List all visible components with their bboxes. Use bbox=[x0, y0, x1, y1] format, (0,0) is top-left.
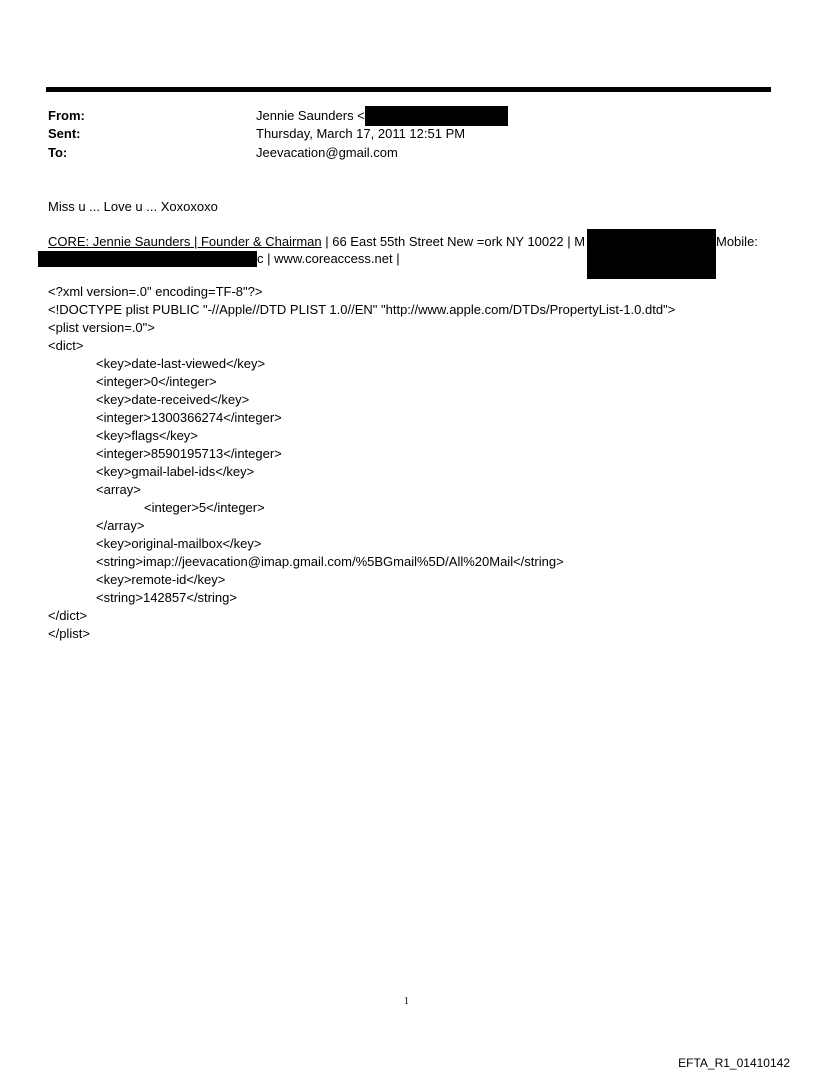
plist-line: </dict> bbox=[48, 608, 88, 623]
signature-company-link[interactable]: CORE: Jennie Saunders | Founder & Chairman bbox=[48, 234, 322, 249]
plist-line: <plist version=.0"> bbox=[48, 320, 155, 335]
plist-line: <key>remote-id</key> bbox=[96, 572, 226, 587]
plist-line: <key>date-last-viewed</key> bbox=[96, 356, 266, 371]
plist-line: <integer>0</integer> bbox=[96, 374, 217, 389]
signature-line-2: c | www.coreaccess.net | bbox=[257, 251, 400, 266]
plist-line: <key>flags</key> bbox=[96, 428, 198, 443]
signature-address: | 66 East 55th Street New =ork NY 10022 | M bbox=[321, 234, 586, 249]
plist-line: </plist> bbox=[48, 626, 90, 641]
page-number: 1 bbox=[404, 996, 409, 1007]
plist-line: <?xml version=.0" encoding=TF-8"?> bbox=[48, 284, 263, 299]
header-rule bbox=[46, 87, 771, 92]
from-label: From: bbox=[48, 108, 85, 123]
plist-line: <integer>8590195713</integer> bbox=[96, 446, 282, 461]
plist-line: <string>142857</string> bbox=[96, 590, 237, 605]
plist-line: <!DOCTYPE plist PUBLIC "-//Apple//DTD PLIST 1.0//EN" "http://www.apple.com/DTDs/PropertyList-1.0.dtd"> bbox=[48, 302, 676, 317]
redaction-from-email bbox=[365, 106, 508, 126]
signature-line-1 bbox=[48, 234, 585, 249]
plist-line: <integer>5</integer> bbox=[144, 500, 265, 515]
to-label: To: bbox=[48, 145, 68, 160]
plist-line: <key>gmail-label-ids</key> bbox=[96, 464, 255, 479]
plist-line: <key>original-mailbox</key> bbox=[96, 536, 262, 551]
redaction-email bbox=[38, 251, 257, 267]
sent-label: Sent: bbox=[48, 126, 81, 141]
plist-line: <string>imap://jeevacation@imap.gmail.com/%5BGmail%5D/All%20Mail</string> bbox=[96, 554, 564, 569]
sent-value: Thursday, March 17, 2011 12:51 PM bbox=[256, 126, 466, 141]
to-value: Jeevacation@gmail.com bbox=[256, 145, 398, 160]
signature-mobile-label: Mobile: bbox=[716, 234, 758, 249]
plist-line: <integer>1300366274</integer> bbox=[96, 410, 282, 425]
from-value: Jennie Saunders < bbox=[256, 108, 365, 123]
plist-line: </array> bbox=[96, 518, 145, 533]
plist-line: <dict> bbox=[48, 338, 84, 353]
message-body: Miss u ... Love u ... Xoxoxoxo bbox=[48, 199, 218, 214]
plist-line: <key>date-received</key> bbox=[96, 392, 250, 407]
plist-line: <array> bbox=[96, 482, 141, 497]
document-id: EFTA_R1_01410142 bbox=[678, 1056, 790, 1070]
redaction-phone bbox=[587, 229, 716, 279]
